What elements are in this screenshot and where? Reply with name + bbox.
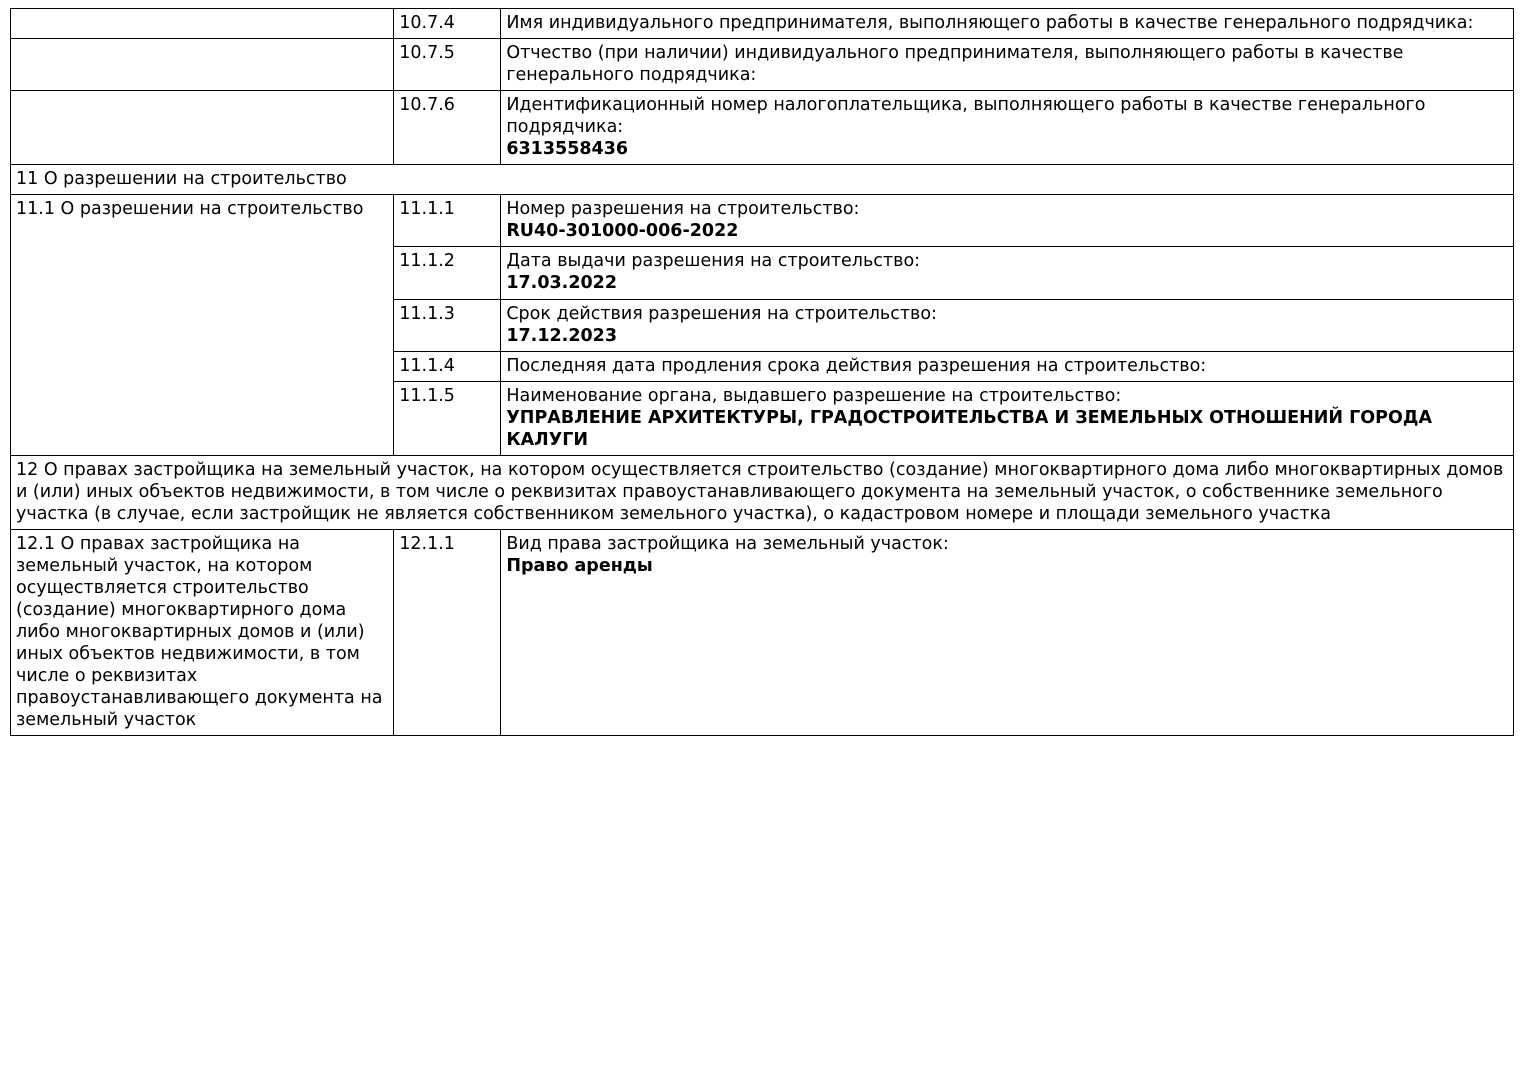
row-value: RU40-301000-006-2022 <box>506 221 739 242</box>
row-label: Отчество (при наличии) индивидуального предпринимателя, выполняющего работы в качестве генерального подрядчика: <box>506 43 1404 86</box>
table-row <box>11 91 1514 165</box>
row-number-cell: 11.1.5 <box>394 381 501 455</box>
table-row <box>11 529 1514 735</box>
row-number-cell: 11.1.4 <box>394 351 501 381</box>
row-value: 6313558436 <box>506 139 629 160</box>
row-number-cell: 10.7.6 <box>394 91 501 165</box>
row-left-cell <box>11 39 394 91</box>
row-label: Наименование органа, выдавшего разрешение на строительство: <box>506 385 1122 406</box>
row-left-cell <box>11 91 394 165</box>
section-header-row <box>11 165 1514 195</box>
row-content-cell <box>501 39 1514 91</box>
table-row <box>11 39 1514 91</box>
row-label: Номер разрешения на строительство: <box>506 199 860 220</box>
row-value: УПРАВЛЕНИЕ АРХИТЕКТУРЫ, ГРАДОСТРОИТЕЛЬСТВА И ЗЕМЕЛЬНЫХ ОТНОШЕНИЙ ГОРОДА КАЛУГИ <box>506 407 1432 450</box>
row-value: Право аренды <box>506 555 653 576</box>
row-label: Идентификационный номер налогоплательщика, выполняющего работы в качестве генерального подрядчика: <box>506 95 1426 138</box>
row-content-cell <box>501 351 1514 381</box>
row-content-cell <box>501 529 1514 735</box>
row-value: 17.12.2023 <box>506 325 618 346</box>
row-label: Последняя дата продления срока действия разрешения на строительство: <box>506 355 1207 376</box>
row-content-cell <box>501 381 1514 455</box>
row-number-cell: 11.1.2 <box>394 247 501 299</box>
row-number-cell: 10.7.4 <box>394 9 501 39</box>
document-table <box>10 8 1514 736</box>
section-header-row <box>11 455 1514 529</box>
row-number-cell: 11.1.3 <box>394 299 501 351</box>
row-number-cell: 12.1.1 <box>394 529 501 735</box>
row-label: Имя индивидуального предпринимателя, выполняющего работы в качестве генерального подрядчика: <box>506 13 1474 33</box>
row-label: Дата выдачи разрешения на строительство: <box>506 251 921 272</box>
section-11-left-label: 11.1 О разрешении на строительство <box>11 195 394 455</box>
section-11-title: 11 О разрешении на строительство <box>11 165 1514 195</box>
row-label: Срок действия разрешения на строительство: <box>506 303 937 324</box>
row-label: Вид права застройщика на земельный участок: <box>506 533 949 554</box>
table-row <box>11 9 1514 39</box>
table-row <box>11 195 1514 247</box>
row-content-cell <box>501 299 1514 351</box>
row-number-cell: 10.7.5 <box>394 39 501 91</box>
row-content-cell <box>501 91 1514 165</box>
section-12-left-label: 12.1 О правах застройщика на земельный участок, на котором осуществляется строительство (создание) многоквартирного дома либо многоквартирных домов и (или) иных объектов недвижимости, в том числе о реквизитах правоустанавливающего документа на земельный участок <box>11 529 394 735</box>
section-12-title: 12 О правах застройщика на земельный участок, на котором осуществляется строительство (создание) многоквартирного дома либо многоквартирных домов и (или) иных объектов недвижимости, в том числе о реквизитах правоустанавливающего документа на земельный участок, о собственнике земельного участка (в случае, если застройщик не является собственником земельного участка), о кадастровом номере и площади земельного участка <box>11 455 1514 529</box>
row-value: 17.03.2022 <box>506 273 618 294</box>
row-content-cell <box>501 195 1514 247</box>
row-left-cell <box>11 9 394 39</box>
row-number-cell: 11.1.1 <box>394 195 501 247</box>
row-content-cell <box>501 247 1514 299</box>
row-content-cell <box>501 9 1514 39</box>
